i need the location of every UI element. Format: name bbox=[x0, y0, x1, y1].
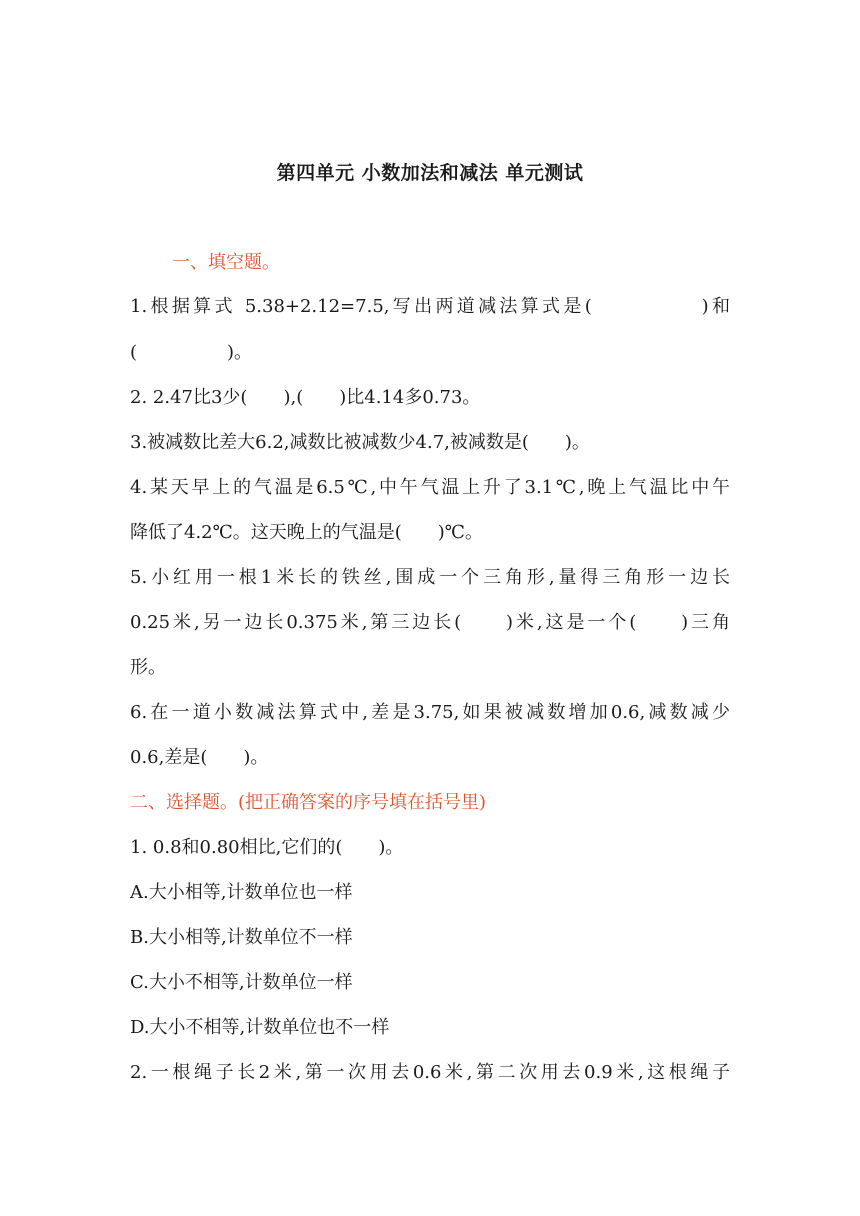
question-5-line-3: 形。 bbox=[130, 657, 166, 678]
choice-question-2-stem: 2.一根绳子长2米,第一次用去0.6米,第二次用去0.9米,这根绳子 bbox=[130, 1062, 730, 1083]
question-1-line-1: 1.根据算式 5.38+2.12=7.5,写出两道减法算式是( )和 bbox=[130, 296, 730, 317]
choice-option-c: C.大小不相等,计数单位一样 bbox=[130, 972, 353, 993]
question-6-line-1: 6.在一道小数减法算式中,差是3.75,如果被减数增加0.6,减数减少 bbox=[130, 702, 730, 723]
question-5-line-1: 5.小红用一根1米长的铁丝,围成一个三角形,量得三角形一边长 bbox=[130, 567, 730, 588]
section-heading-multiple-choice: 二、选择题。(把正确答案的序号填在括号里) bbox=[130, 792, 487, 813]
question-4-line-2: 降低了4.2℃。这天晚上的气温是( )℃。 bbox=[130, 522, 483, 543]
question-3-line-1: 3.被减数比差大6.2,减数比被减数少4.7,被减数是( )。 bbox=[130, 432, 590, 453]
question-1-line-2: ( )。 bbox=[130, 342, 253, 363]
page-title: 第四单元 小数加法和减法 单元测试 bbox=[276, 162, 584, 184]
question-6-line-2: 0.6,差是( )。 bbox=[130, 747, 269, 768]
question-5-line-2: 0.25米,另一边长0.375米,第三边长( )米,这是一个( )三角 bbox=[130, 612, 730, 633]
section-heading-fill-in: 一、填空题。 bbox=[172, 252, 280, 273]
question-4-line-1: 4.某天早上的气温是6.5℃,中午气温上升了3.1℃,晚上气温比中午 bbox=[130, 477, 730, 498]
choice-option-d: D.大小不相等,计数单位也不一样 bbox=[130, 1017, 390, 1038]
choice-option-b: B.大小相等,计数单位不一样 bbox=[130, 927, 353, 948]
choice-option-a: A.大小相等,计数单位也一样 bbox=[130, 882, 353, 903]
question-2-line-1: 2. 2.47比3少( ),( )比4.14多0.73。 bbox=[130, 387, 481, 408]
choice-question-1-stem: 1. 0.8和0.80相比,它们的( )。 bbox=[130, 837, 404, 858]
